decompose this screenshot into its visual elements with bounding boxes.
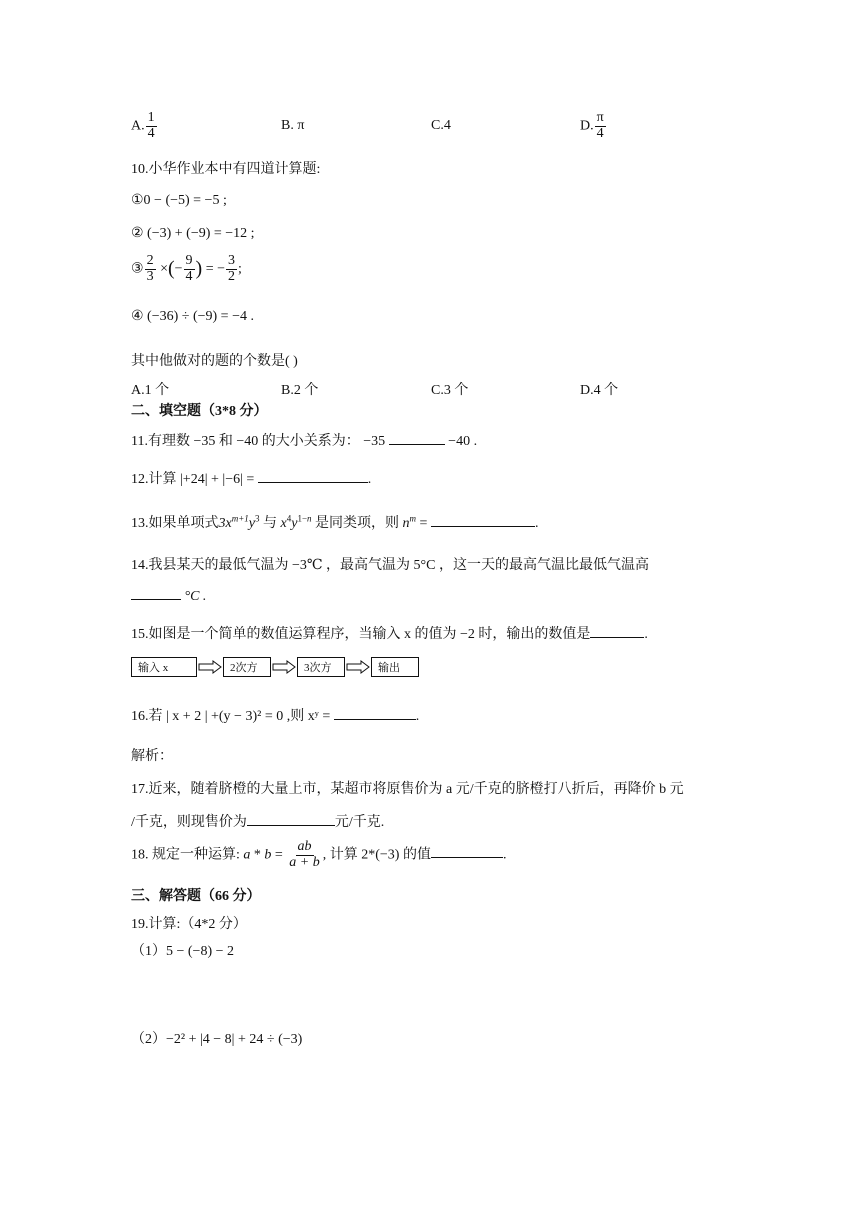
q9-option-b: B. π — [281, 118, 305, 133]
q10-item-2: ② (−3) + (−9) = −12 ; — [131, 226, 255, 241]
q17-line-1: 17.近来，随着脐橙的大量上市，某超市将原售价为 a 元/千克的脐橙打八折后，再降价 b 元 — [131, 782, 684, 797]
arrow-right-icon — [272, 660, 296, 674]
q10-item-3: ③ $\frac{2}{3}$ ×(− $\frac{9}{4}$ ) = − $\frac{3}{2}$ ; — [131, 253, 242, 284]
q10-option-a: A.1 个 — [131, 383, 170, 398]
q10-item-1: ①0 − (−5) = −5 ; — [131, 193, 227, 208]
q19-part-1: （1）5 − (−8) − 2 — [131, 944, 235, 959]
q10-option-b: B.2 个 — [281, 383, 319, 398]
q13: 13.如果单项式$3x^{m+1}y^3$ 与 $x^4y^{1-n}$ 是同类项，则 $n^m$ = . — [131, 513, 539, 531]
q9-option-d: D. $\frac{\pi}{4}$ — [580, 110, 604, 141]
q14-line-2: °C . — [131, 587, 206, 605]
section-2-heading: 二、填空题（3*8 分） — [131, 404, 268, 419]
flow-box-square: 2次方 — [223, 657, 271, 677]
flow-box-cube: 3次方 — [297, 657, 345, 677]
q19-part-2: （2）−2² + |4 − 8| + 24 ÷ (−3) — [131, 1032, 303, 1047]
q15-flowchart — [131, 655, 419, 679]
q10-option-c: C.3 个 — [431, 383, 469, 398]
arrow-right-icon — [198, 660, 222, 674]
flow-box-input: 输入 x — [131, 657, 197, 677]
q17-line-2: /千克，则现售价为 元/千克. — [131, 815, 385, 830]
q12: 12.计算 |+24| + |−6| = . — [131, 472, 372, 487]
q15: 15.如图是一个简单的数值运算程序，当输入 x 的值为 −2 时，输出的数值是 . — [131, 627, 648, 642]
section-3-heading: 三、解答题（66 分） — [131, 889, 261, 904]
q10-stem: 10.小华作业本中有四道计算题: — [131, 162, 321, 177]
q10-option-d: D.4 个 — [580, 383, 619, 398]
q18: 18. 规定一种运算: a * b = $\frac{ab}{a + b}$ , 计算 2*(−3) 的值 . — [131, 839, 507, 870]
jiexi-label: 解析： — [131, 749, 173, 764]
q19-stem: 19.计算:（4*2 分） — [131, 917, 247, 932]
q9-option-c: C.4 — [431, 118, 451, 133]
flow-box-output: 输出 — [371, 657, 419, 677]
q9-option-a: A. $\frac{1}{4}$ — [131, 110, 155, 141]
q10-item-4: ④ (−36) ÷ (−9) = −4 . — [131, 309, 254, 324]
arrow-right-icon — [346, 660, 370, 674]
q14-line-1: 14.我县某天的最低气温为 −3℃ ，最高气温为 5°C ，这一天的最高气温比最低气温高 — [131, 558, 649, 573]
q10-ask: 其中他做对的题的个数是( ) — [131, 354, 298, 369]
q16: 16.若 | x + 2 | +(y − 3)² = 0 ,则 xʸ = . — [131, 709, 420, 724]
q11: 11.有理数 −35 和 −40 的大小关系为： −35 −40 . — [131, 434, 478, 449]
